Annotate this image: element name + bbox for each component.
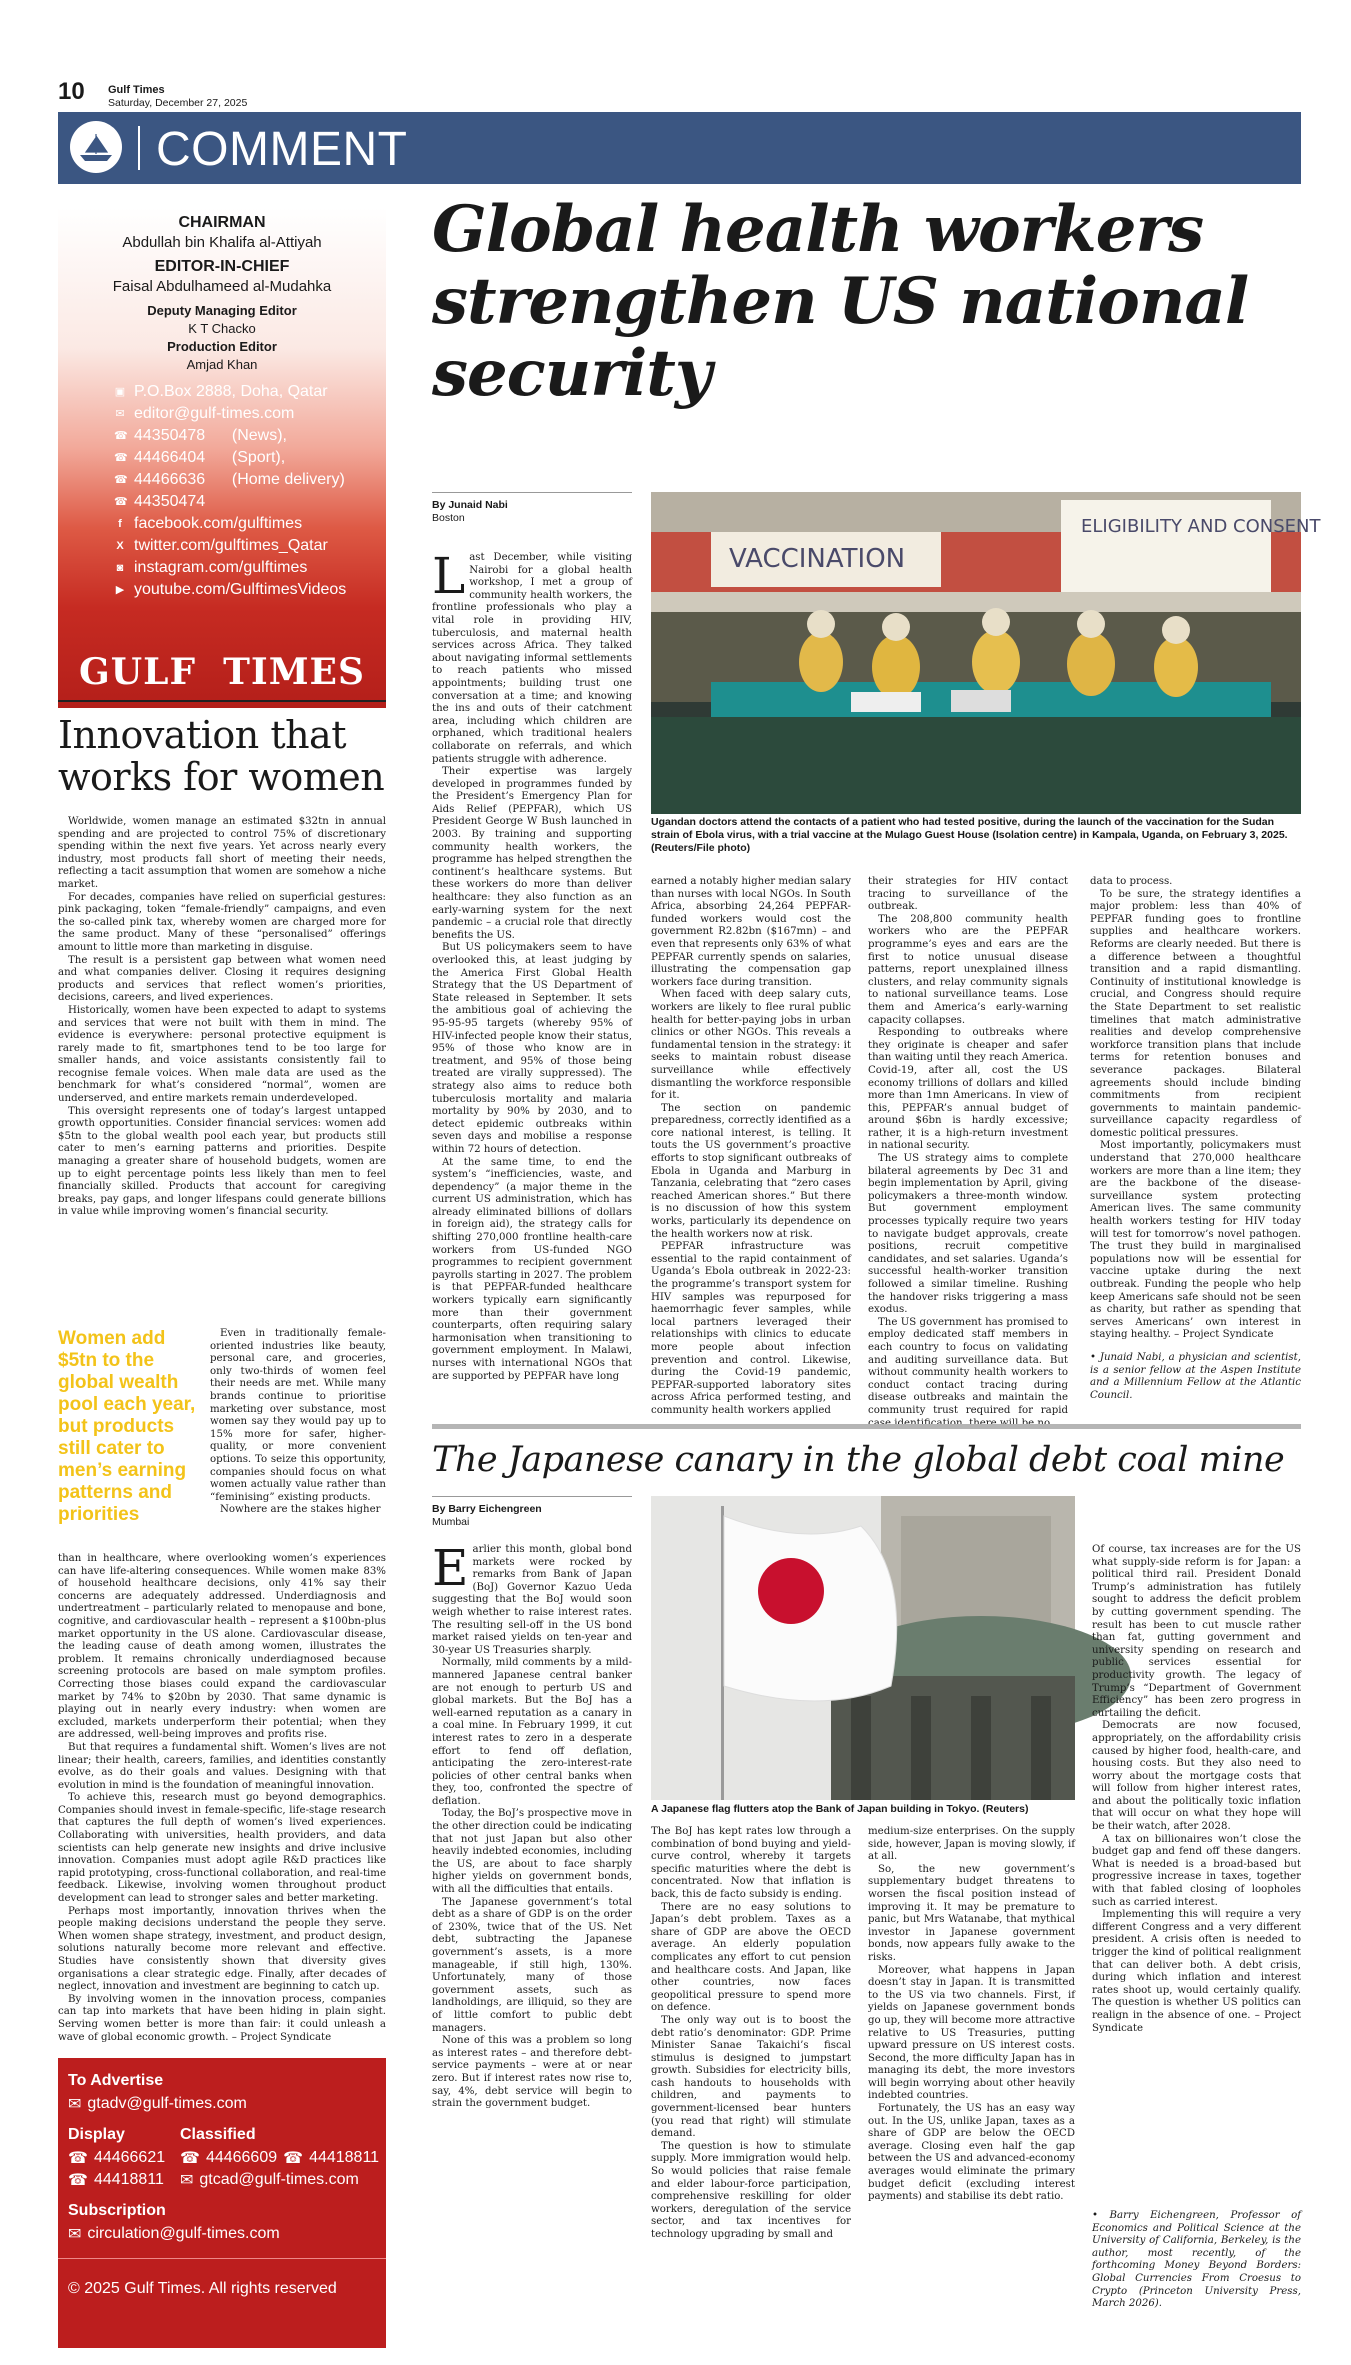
article2-column-4: Of course, tax increases are for the US what supply-side reform is for Japan: a political third rail. President Donald Trump’s administration has futilely sought to address the deficit problem by cutting government spending. The result has been to cut muscle rather than fat, gutting government and university spending on research and public services essential for productivity growth. The legacy of Trump’s “Department of Government Efficiency” has been zero progress in curtailing the deficit. Democrats are now focused, appropriately, on the affordability crisis caused by higher food, health-care, and housing costs. But they also need to worry about the mortgage costs that will follow from higher interest rates, and about the politically toxic inflation that will occur on what they hope will be their watch, after 2028. A tax on billionaires won’t close the budget gap and fend off these dangers. What is needed is a broad-based but progressive increase in taxes, together with that fabled closing of loopholes such as carried interest. Implementing this will require a very different Congress and a very different president. A crisis often is needed to trigger the kind of political realignment that can deliver both. A debt crisis, during which inflation and interest rates shoot up, would certainly qualify. The question is whether US politics can realign in the absence of one. – Project Syndicate bbox=[1092, 1544, 1301, 2034]
editorial-pull-quote: Women add $5tn to the global wealth pool each year, but products still cater to men’s earning patterns and priorities bbox=[58, 1328, 196, 1525]
instagram-icon: ◙ bbox=[116, 562, 124, 574]
article1-column-2: earned a notably higher median salary than nurses with local NGOs. In South Africa, absorbing 24,264 PEPFAR-funded workers would cost the government R2.82bn ($167mn) – and even that represents only 63% of what PEPFAR currently spends on salaries, illustrating the compensation gap workers face during transition. When faced with deep salary cuts, workers are likely to flee rural public health for better-paying jobs in urban clinics or other NGOs. This reveals a fundamental tension in the strategy: it seeks to maintain robust disease surveillance while effectively dismantling the workforce responsible for it. The section on pandemic preparedness, correctly identified as a core national interest, is telling. It touts the US government’s proactive efforts to stop significant outbreaks of Ebola in Uganda and Marburg in Tanzania, celebrating that “zero cases reached American shores.” But there is no discussion of how this system works, particularly its dependence on the health workers now at risk. PEPFAR infrastructure was essential to the rapid containment of Uganda’s Ebola outbreak in 2022-23: the programme’s transport system for HIV samples was repurposed for haemorrhagic fever samples, while local partners leveraged their relationships with clinics to educate more people about infection prevention and control. Likewise, during the Covid-19 pandemic, PEPFAR-supported laboratory sites across Africa performed testing, and community health workers applied bbox=[651, 876, 851, 1416]
phone-icon: ☎ bbox=[114, 474, 128, 486]
fax-icon: ☎ bbox=[68, 2172, 88, 2189]
fax-icon: ☎ bbox=[283, 2150, 304, 2167]
email-icon: ✉ bbox=[68, 2096, 82, 2113]
contact-twitter[interactable]: X twitter.com/gulftimes_Qatar bbox=[114, 537, 328, 555]
chairman-name: Abdullah bin Khalifa al-Attiyah bbox=[122, 234, 322, 251]
display-phone-1[interactable]: ☎ 44466621 bbox=[68, 2149, 166, 2167]
ship-logo-icon bbox=[70, 121, 122, 173]
phone-icon: ☎ bbox=[114, 452, 128, 464]
advertise-label: To Advertise bbox=[68, 2072, 164, 2089]
contact-instagram[interactable]: ◙ instagram.com/gulftimes bbox=[114, 559, 307, 577]
masthead-date: Saturday, December 27, 2025 bbox=[108, 97, 248, 109]
classified-label: Classified bbox=[180, 2126, 256, 2143]
article1-location: Boston bbox=[432, 512, 465, 524]
display-phone-2[interactable]: ☎ 44418811 bbox=[68, 2171, 164, 2189]
editorial-column-bottom: than in healthcare, where overlooking women’s experiences can have life-altering consequences. While women make 83% of household healthcare decisions, only 41% say their concerns are adequately addressed. Underdiagnosis and undertreatment – particularly related to menopause and bone, cognitive, and cardiovascular health – represent a $100bn-plus market opportunity in the US alone. Cardiovascular disease, the leading cause of death among women, illustrates the problem. It remains chronically underdiagnosed because screening protocols are based on male symptom profiles. Correcting those biases could expand the cardiovascular market by 74% to $20bn by 2030. That same dynamic is playing out in nearly every industry: when women are excluded, markets underperform their potential; when they are addressed, well-being improves and profits rise. But that requires a fundamental shift. Women’s lives are not linear; their health, careers, families, and identities constantly evolve, as do their goals and values. Designing with that evolution in mind is the foundation of meaningful innovation. To achieve this, research must go beyond demographics. Companies should invest in female-specific, life-stage research that captures the full depth of women’s lived experiences. Collaborating with universities, health providers, and data scientists can help generate new insights and drive inclusive innovation. Companies must adopt agile R&D practices like rapid prototyping, cross-functional collaboration, and real-time feedback. Likewise, involving women throughout product development can lead to stronger sales and better marketing. Perhaps most importantly, innovation thrives when the people making decisions understand the people they serve. When women shape strategy, investment, and product design, solutions naturally become more relevant and effective. Studies have consistently shown that diversity gives organisations a clear strategic edge. Finally, after decades of neglect, innovation and investment are beginning to catch up. By involving women in the innovation process, companies can tap into markets that have been hiding in plain sight. Serving women better is more than fair: it could unleash a wave of global economic growth. – Project Syndicate bbox=[58, 1553, 386, 2043]
phone-icon: ☎ bbox=[68, 2150, 88, 2167]
article-separator bbox=[432, 1424, 1301, 1429]
article2-author-bio: • Barry Eichengreen, Professor of Economics and Political Science at the University of California, Berkeley, is the author, most recently, of the forthcoming Money Beyond Borders: Global Currencies From Croesus to Crypto (Princeton University Press, March 2026). bbox=[1092, 2210, 1301, 2310]
email-icon: ✉ bbox=[180, 2172, 194, 2189]
phone-icon: ☎ bbox=[180, 2150, 200, 2167]
article2-column-2: The BoJ has kept rates low through a combination of bond buying and yield-curve control, whereby it targets specific maturities where the debt is concentrated. Now that inflation is back, this de facto subsidy is ending. There are no easy solutions to Japan’s debt problem. Taxes as a share of GDP are above the OECD average. An elderly population complicates any effort to cut pension and healthcare costs. And Japan, like other countries, now faces geopolitical pressure to spend more on defence. The only way out is to boost the debt ratio’s denominator: GDP. Prime Minister Sanae Takaichi’s fiscal stimulus is designed to jumpstart growth. Subsidies for electricity bills, cash handouts to households with children, and payments to government-licensed bear hunters (you read that right) will stimulate demand. The question is how to stimulate supply. More immigration would help. So would policies that raise female and elder labour-force participation, comprehensive reskilling for older workers, deregulation of the service sector, and tax incentives for technology upgrading by small and bbox=[651, 1826, 851, 2240]
classified-phones[interactable]: ☎ 44466609 ☎ 44418811 bbox=[180, 2149, 380, 2167]
deputy-label: Deputy Managing Editor bbox=[147, 303, 297, 318]
article1-column-3: their strategies for HIV contact tracing to surveillance of the outbreak. The 208,800 community health workers who are the PEPFAR programme’s eyes and ears are the first to notice unusual disease patterns, report unexplained illness clusters, and relay community signals to national surveillance teams. Lose them and America’s early-warning capacity collapses. Responding to outbreaks where they originate is cheaper and safer than waiting until they reach America. Covid-19, after all, cost the US economy trillions of dollars and killed more than 1mn Americans. In view of this, PEPFAR’s annual budget of around $6bn is hardly excessive; rather, it is a high-return investment in national security. The US strategy aims to complete bilateral agreements by Dec 31 and begin implementation by April, giving policymakers a three-month window. But government employment processes typically require two years to navigate budget approvals, create positions, recruit competitive candidates, and set salaries. Uganda’s successful health-worker transition followed a similar timeline. Rushing the handover risks triggering a mass exodus. The US government has promised to employ dedicated staff members in each country to focus on validating and auditing surveillance data. But without community health workers to conduct contact tracing during disease outbreaks and maintain the community trust required for rapid bbox=[868, 876, 1068, 1416]
subscription-email[interactable]: ✉ circulation@gulf-times.com bbox=[68, 2225, 280, 2243]
facebook-icon: f bbox=[118, 518, 122, 530]
editor-name: Faisal Abdulhameed al-Mudahka bbox=[112, 278, 332, 295]
contact-phone-delivery[interactable]: ☎ 44466636 (Home delivery) bbox=[114, 471, 345, 488]
fax-icon: ☎ bbox=[114, 496, 128, 508]
contact-fax[interactable]: ☎ 44350474 bbox=[114, 493, 206, 510]
email-icon: ✉ bbox=[115, 408, 125, 420]
editor-label: EDITOR-IN-CHIEF bbox=[154, 258, 290, 275]
copyright: © 2025 Gulf Times. All rights reserved bbox=[68, 2280, 337, 2297]
editorial-column-narrow: Even in traditionally female-oriented industries like beauty, personal care, and groceries, only two-thirds of women feel their needs are met. While many brands continue to prioritise marketing over substance, most women say they would pay up to 15% more for safer, higher-quality, or more convenient options. To seize this opportunity, companies should focus on what women actually value rather than “feminising” existing products. Nowhere are the stakes higher bbox=[210, 1328, 386, 1516]
contact-address: ▣ P.O.Box 2888, Doha, Qatar bbox=[114, 383, 328, 400]
section-title: COMMENT bbox=[156, 123, 408, 176]
article2-photo-caption: A Japanese flag flutters atop the Bank of Japan building in Tokyo. (Reuters) bbox=[651, 1803, 1029, 1815]
article2-column-1: Earlier this month, global bond markets were rocked by remarks from Bank of Japan (BoJ) Governor Kazuo Ueda suggesting that the BoJ would soon weigh whether to raise interest rates. The resulting sell-off in the US bond market raised yields on ten-year and 30-year US Treasuries sharply. Normally, mild comments by a mild-mannered Japanese central banker are not enough to perturb US and global markets. But the BoJ has a well-earned reputation as a canary in a coal mine. In February 1999, it cut interest rates to zero in a desperate effort to fend off deflation, anticipating the zero-interest-rate policies of other central banks when they, too, confronted the spectre of deflation. Today, the BoJ’s prospective move in the other direction could be indicating that not just Japan but also other heavily indebted economies, including the US, are about to face sharply higher yields on government bonds, with all the difficulties that entails. The Japanese government’s total debt as a share of GDP is on the order of 230%, twice that of the US. Net debt, subtracting the Japanese government’s assets, is a more manageable, if still high, 130%. Unfortunately, many of those government assets, such as landholdings, are illiquid, so they are of little comfort to public debt managers. None of this was a problem so long as interest rates – and therefore debt-service payments – were at or near zero. But if interest rates now rise to, say, 4%, debt service will begin to strain the government budget. bbox=[432, 1539, 632, 2110]
masthead-publication: Gulf Times bbox=[108, 84, 165, 96]
article2-dropcap: E bbox=[432, 1539, 469, 1597]
subscription-label: Subscription bbox=[68, 2202, 166, 2219]
chairman-label: CHAIRMAN bbox=[178, 214, 266, 231]
production-name: Amjad Khan bbox=[186, 357, 258, 372]
contact-email[interactable]: ✉ editor@gulf-times.com bbox=[115, 405, 295, 422]
article2-photo bbox=[651, 1496, 1075, 1800]
page-number: 10 bbox=[58, 78, 85, 105]
sidebar-divider bbox=[58, 700, 386, 702]
byline-rule bbox=[432, 1496, 632, 1497]
article2-location: Mumbai bbox=[432, 1516, 470, 1528]
email-icon: ✉ bbox=[68, 2226, 82, 2243]
editorial-column-top: Worldwide, women manage an estimated $32tn in annual spending and are projected to control 75% of discretionary spending within the next five years. Yet across nearly every industry, most products fall short of meeting their needs, reflecting a tacit assumption that women are somehow a niche market. For decades, companies have relied on superficial gestures: pink packaging, token “female-friendly” campaigns, and even the so-called pink tax, whereby women are charged more for the same product. Many of these “personalised” offerings amount to little more than marketing in disguise. The result is a persistent gap between what women need and what companies deliver. Closing it requires designing products and services that reflect women’s priorities, decisions, careers, and lived experiences. Historically, women have been expected to adapt to systems and services that were not built with them in mind. The evidence is everywhere: personal protective equipment is rarely made to fit, smartphones tend to be too large for smaller hands, and voice assistants consistently fail to recognise female voices. When male data are used as the benchmark for what’s considered “normal”, women are underserved, and entire markets remain underdeveloped. This oversight represents one of today’s largest untapped growth opportunities. Consider financial services: women add $5tn to the global wealth pool each year, but products still cater to men’s earning patterns and priorities. Despite managing a greater share of household budgets, women are up to eight percentage points less likely than men to feel financially skilled. Products that account for caregiving breaks, pay gaps, and longer lifespans could generate billions in value while improving women’s financial security. bbox=[58, 816, 386, 1218]
contact-phone-sport[interactable]: ☎ 44466404 (Sport), bbox=[114, 449, 286, 466]
consent-sign: ELIGIBILITY AND CONSENT bbox=[1081, 516, 1321, 537]
article1-author-bio: • Junaid Nabi, a physician and scientist, is a senior fellow at the Aspen Institute and a Millennium Fellow at the Atlantic Council. bbox=[1090, 1352, 1301, 1401]
deputy-name: K T Chacko bbox=[188, 321, 256, 336]
mailbox-icon: ▣ bbox=[114, 386, 126, 398]
advertise-email[interactable]: ✉ gtadv@gulf-times.com bbox=[68, 2095, 247, 2113]
article2-column-3: medium-size enterprises. On the supply side, however, Japan is moving slowly, if at all. So, the new government’s supplementary budget threatens to worsen the fiscal position instead of improving it. It may be premature to panic, but Mrs Watanabe, that mythical investor in Japanese government bonds, now appears fully awake to the risks. Moreover, what happens in Japan doesn’t stay in Japan. It is transmitted to the US via two channels. First, if yields on Japanese government bonds go up, they will become more attractive relative to US Treasuries, putting upward pressure on US interest costs. Second, the more difficulty Japan has in managing its debt, the more investors will begin worrying about other heavily indebted countries. Fortunately, the US has an easy way out. In the US, unlike Japan, taxes as a share of GDP are below the OECD average. Closing even half the gap between the US and advanced-economy averages would eliminate the primary budget deficit (excluding interest payments) and stabilise its debt ratio. bbox=[868, 1826, 1076, 2203]
contact-phone-news[interactable]: ☎ 44350478 (News), bbox=[114, 427, 287, 444]
byline-rule bbox=[432, 492, 632, 493]
gulf-times-logo: GULF TIMES bbox=[79, 651, 365, 693]
advertise-box bbox=[58, 2058, 386, 2348]
article1-photo-caption: Ugandan doctors attend the contacts of a patient who had tested positive, during the launch of the vaccination for the Sudan strain of Ebola virus, with a trial vaccine at the Mulago Guest House (Isolation centre) in Kampala, Uganda, on February 3, 2025. (Reuters/File photo) bbox=[651, 816, 1288, 854]
article1-byline: By Junaid Nabi bbox=[432, 499, 508, 511]
phone-icon: ☎ bbox=[114, 430, 128, 442]
article1-headline: Global health workers strengthen US national security bbox=[432, 192, 1249, 411]
classified-email[interactable]: ✉ gtcad@gulf-times.com bbox=[180, 2171, 359, 2189]
editorial-headline: Innovation that works for women bbox=[58, 713, 385, 799]
vaccination-sign: VACCINATION bbox=[729, 544, 906, 574]
article1-dropcap: L bbox=[432, 547, 466, 605]
banner-divider bbox=[138, 126, 140, 170]
masthead-sidebar bbox=[58, 208, 386, 708]
article1-column-1: Last December, while visiting Nairobi for a global health workshop, I met a group of community health workers, the frontline professionals who play a vital role in providing HIV, tuberculosis, and maternal health services across Africa. They talked about navigating informal settlements to reach patients who missed appointments; building trust one conversation at a time; and knowing the ins and outs of their catchment area, including which children are orphaned, which traditional healers collaborate on referrals, and which patients struggle with adherence. Their expertise was largely developed in programmes funded by the President’s Emergency Plan for Aids Relief (PEPFAR), which US President George W Bush launched in 2003. By training and supporting community health workers, the programme has helped strengthen the continent’s healthcare systems. But these workers do more than deliver healthcare: they also function as an early-warning system for the next pandemic – a crucial role that directly benefits the US. But US policymakers seem to have overlooked this, at least judging by the America First Global Health Strategy that the US Department of State released in September. It sets the ambitious goal of achieving the 95-95-95 targets (whereby 95% of HIV-infected people know their status, 95% of those who know are in treatment, and 95% of those being treated are virally suppressed). The strategy also aims to reduce both tuberculosis mortality and malaria mortality by 90% by 2030, and to detect epidemic outbreaks within seven days and mobilise a response within 72 hours of detection. At the same time, to end the system’s “inefficiencies, waste, and dependency” (a major theme in the current US administration, which has already eliminated billions of dollars in foreign aid), the strategy calls for shifting 270,000 frontline health-care workers from US-funded NGO programmes to recipient government payrolls starting in 2027. The problem is that PEPFAR-funded healthcare workers typically earn significantly more than their government counterparts, often requiring salary harmonisation when transitioning to government employment. In Malawi, nurses with international NGOs that are supported by PEPFAR have long bbox=[432, 547, 632, 1382]
article1-photo bbox=[651, 492, 1321, 814]
article2-byline: By Barry Eichengreen bbox=[432, 1503, 542, 1515]
contact-youtube[interactable]: ▶ youtube.com/GulftimesVideos bbox=[115, 581, 347, 598]
contact-facebook[interactable]: f facebook.com/gulftimes bbox=[114, 515, 302, 533]
article2-headline: The Japanese canary in the global debt coal mine bbox=[432, 1440, 1285, 1480]
section-banner bbox=[58, 112, 1301, 184]
article1-column-4: data to process. To be sure, the strategy identifies a major problem: less than 40% of PEPFAR funding goes to frontline supplies and healthcare workers. Reforms are clearly needed. But there is a difference between a thoughtful transition and a rapid dismantling. Continuity of institutional knowledge is crucial, and Congress should require the State Department to set realistic timelines that match administrative realities and develop comprehensive workforce transition plans that include terms for retention bonuses and severance packages. Bilateral agreements should include binding commitments from recipient governments to maintain pandemic-surveillance capacity regardless of domestic political pressures. Most importantly, policymakers must understand that 270,000 healthcare workers are more than a line item; they are the backbone of the disease-surveillance system protecting American lives. The same community health workers testing for HIV today will test for tomorrow’s novel pathogen. The trust they build in marginalised populations now will be essential for vaccine uptake during the next outbreak. Funding the people who help keep Americans safe should not be seen as charity, but rather as spending that serves Americans’ own interest in staying healthy. – Project Syndicate bbox=[1090, 876, 1301, 1341]
display-label: Display bbox=[68, 2126, 125, 2143]
x-twitter-icon: X bbox=[116, 540, 124, 552]
production-label: Production Editor bbox=[167, 339, 277, 354]
youtube-icon: ▶ bbox=[115, 584, 125, 596]
